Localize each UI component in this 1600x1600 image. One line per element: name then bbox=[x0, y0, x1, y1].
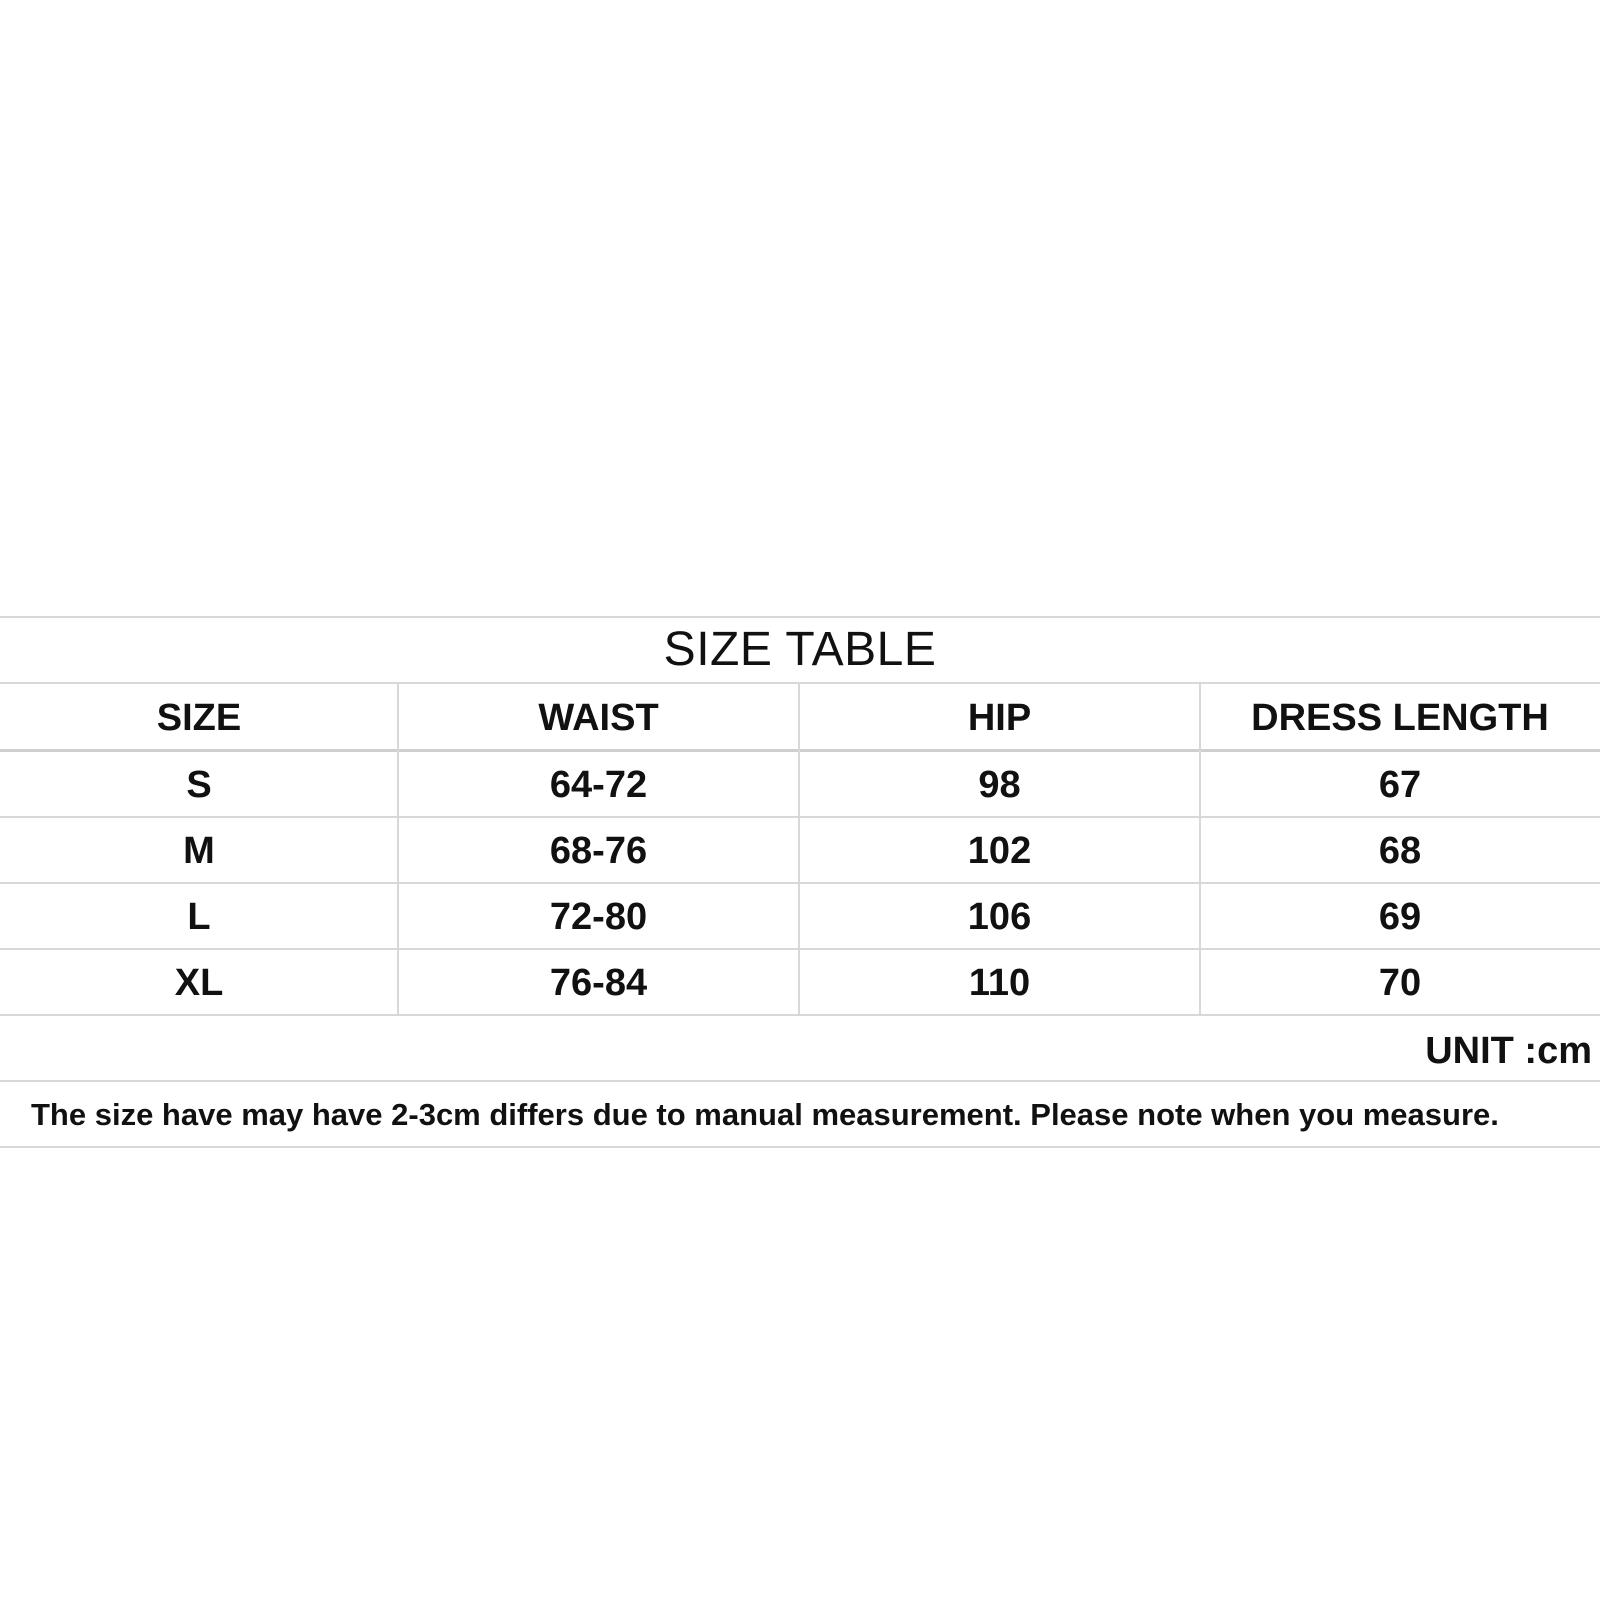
cell-size: XL bbox=[174, 962, 224, 1004]
cell-size: L bbox=[187, 896, 211, 938]
header-size: SIZE bbox=[156, 697, 242, 739]
cell-dress-length: 70 bbox=[1378, 962, 1422, 1004]
cell-size: M bbox=[183, 830, 215, 872]
cell-waist: 68-76 bbox=[549, 830, 648, 872]
table-row bbox=[0, 817, 1600, 883]
cell-size: S bbox=[186, 764, 212, 806]
header-waist: WAIST bbox=[538, 697, 659, 739]
table-row bbox=[0, 949, 1600, 1015]
cell-waist: 72-80 bbox=[549, 896, 648, 938]
cell-dress-length: 67 bbox=[1378, 764, 1422, 806]
table-row bbox=[0, 883, 1600, 949]
measurement-note: The size have may have 2-3cm differs due to manual measurement. Please note when you measure. bbox=[31, 1097, 1499, 1132]
cell-waist: 64-72 bbox=[549, 764, 648, 806]
cell-hip: 110 bbox=[968, 962, 1031, 1004]
table-title: SIZE TABLE bbox=[663, 623, 937, 676]
cell-waist: 76-84 bbox=[549, 962, 648, 1004]
header-hip: HIP bbox=[967, 697, 1032, 739]
cell-hip: 106 bbox=[967, 896, 1032, 938]
cell-dress-length: 69 bbox=[1378, 896, 1422, 938]
unit-label: UNIT :cm bbox=[1425, 1030, 1592, 1072]
header-row bbox=[0, 684, 1600, 750]
cell-hip: 102 bbox=[967, 830, 1032, 872]
cell-dress-length: 68 bbox=[1378, 830, 1422, 872]
table-row bbox=[0, 751, 1600, 817]
cell-hip: 98 bbox=[978, 764, 1021, 806]
header-dress-length: DRESS LENGTH bbox=[1251, 697, 1549, 739]
